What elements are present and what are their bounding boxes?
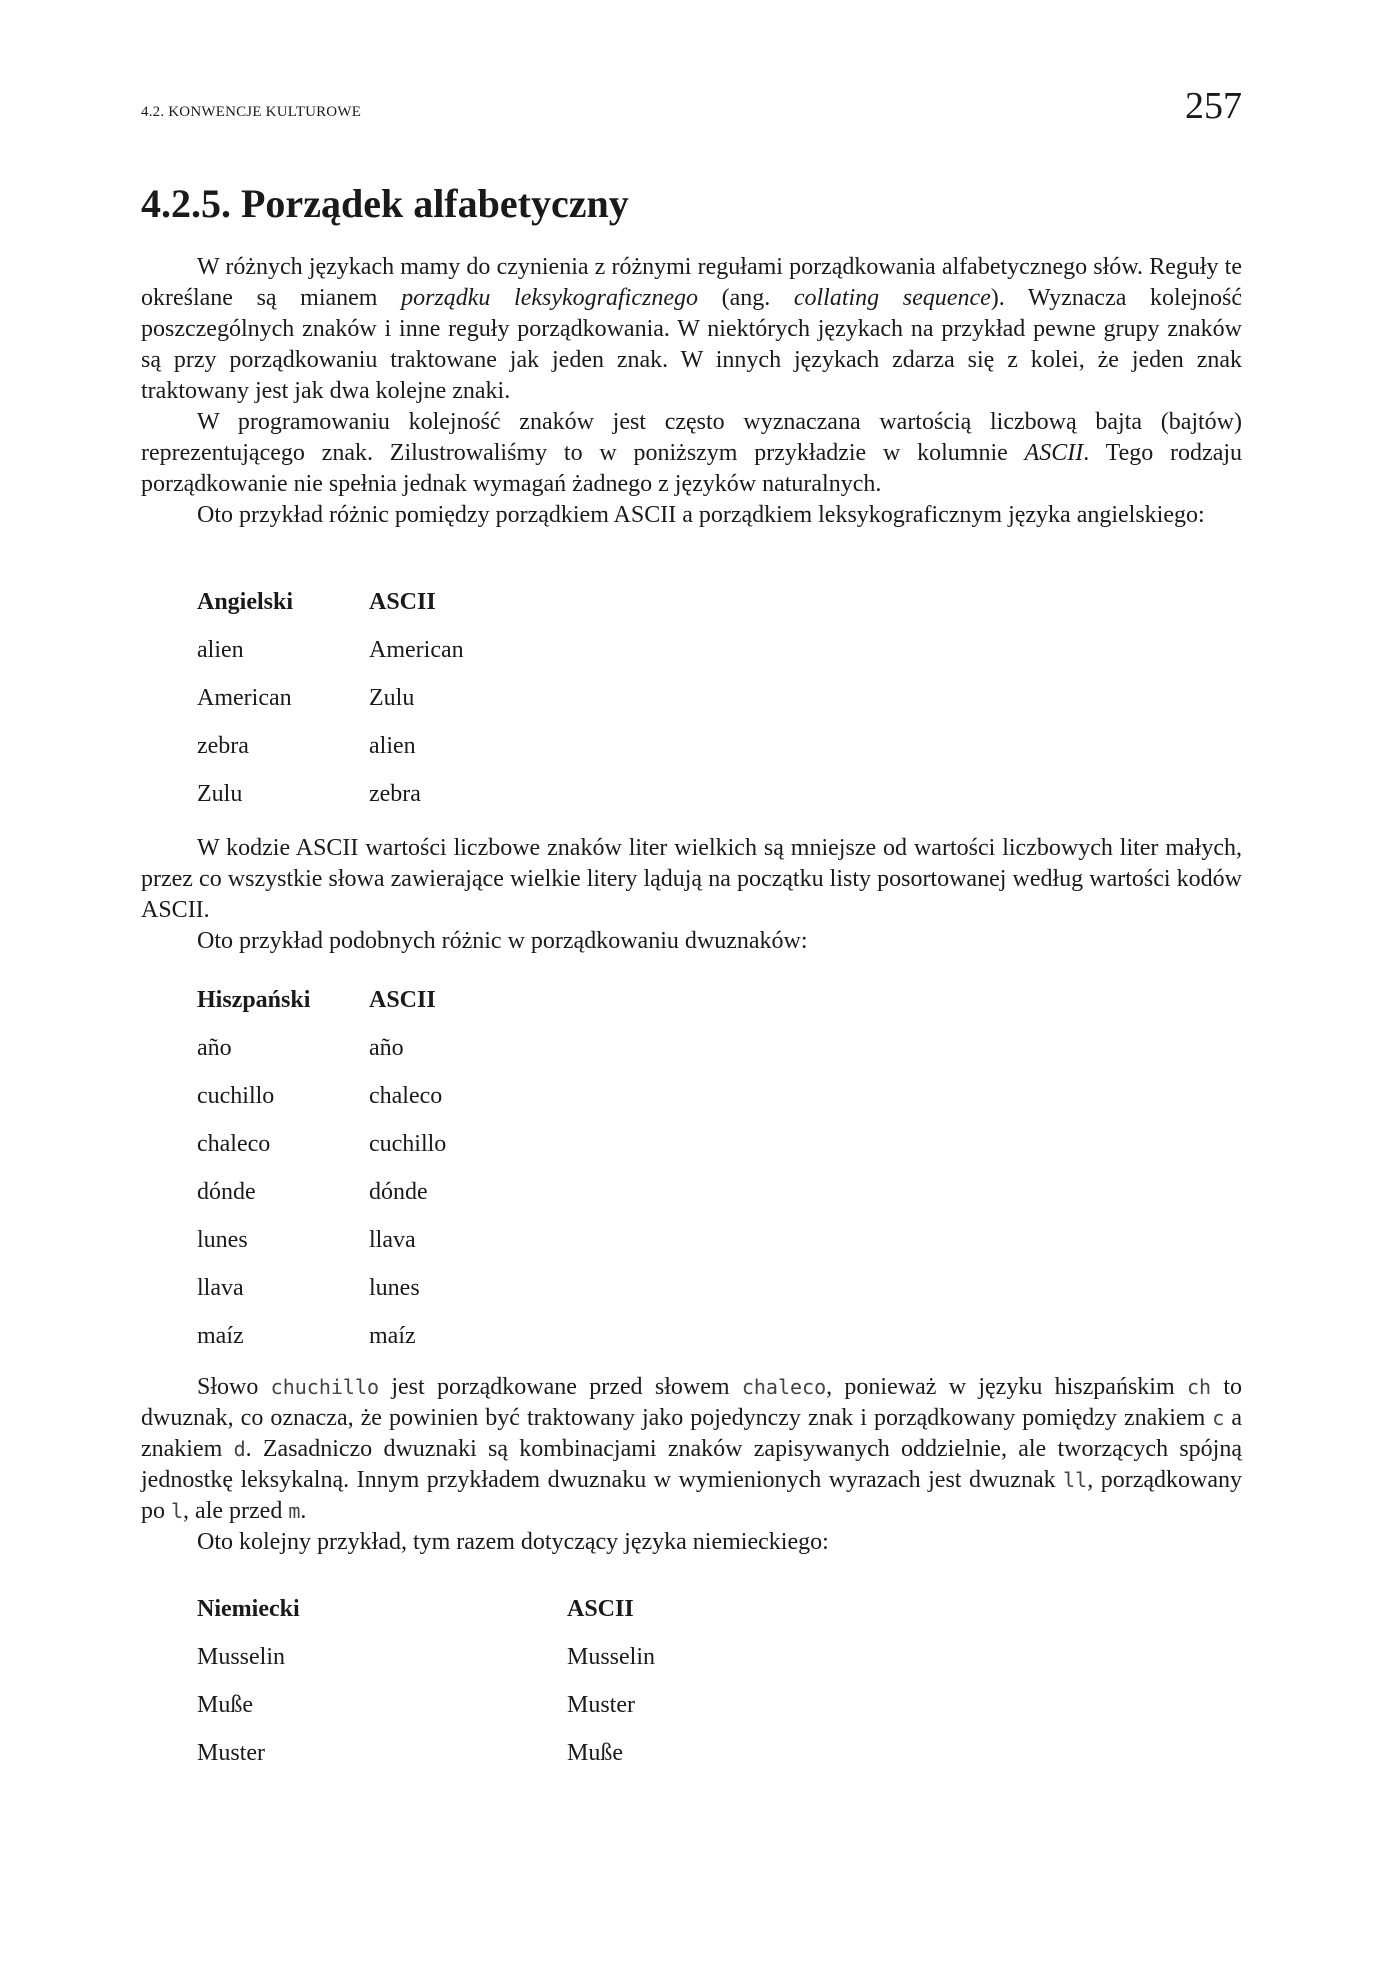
table-cell: chaleco	[197, 1130, 271, 1157]
table-cell: Zulu	[369, 684, 415, 711]
table-cell: dónde	[197, 1178, 256, 1205]
page-number: 257	[1185, 85, 1242, 127]
table-cell: maíz	[197, 1322, 244, 1349]
digraph-section	[141, 1372, 1242, 1558]
code-word: l	[171, 1499, 184, 1523]
table-cell: llava	[197, 1274, 244, 1301]
table-cell: Muster	[567, 1691, 635, 1718]
section-title: 4.2.5. Porządek alfabetyczny	[141, 181, 629, 226]
english-table	[197, 578, 464, 818]
table-row	[197, 722, 464, 770]
table-cell: zebra	[369, 780, 421, 807]
table-cell: Zulu	[197, 780, 243, 807]
code-word: d	[233, 1437, 246, 1461]
code-word: m	[288, 1499, 301, 1523]
column-header: ASCII	[567, 1595, 634, 1622]
table-row	[197, 1216, 446, 1264]
code-word: chuchillo	[270, 1375, 380, 1399]
term-collating: collating sequence	[793, 285, 991, 311]
table-cell: alien	[369, 732, 416, 759]
code-word: ll	[1063, 1468, 1088, 1492]
table-cell: Muße	[567, 1739, 623, 1766]
table-cell: cuchillo	[369, 1130, 447, 1157]
code-word: ch	[1186, 1375, 1212, 1399]
table-cell: zebra	[197, 732, 249, 759]
column-header: ASCII	[369, 986, 436, 1013]
table-cell: año	[197, 1034, 232, 1061]
table-row	[197, 1729, 655, 1777]
table-cell: cuchillo	[197, 1082, 275, 1109]
table-cell: año	[369, 1034, 404, 1061]
table-row	[197, 1633, 655, 1681]
table-header-row	[197, 1585, 655, 1633]
intro-paragraph-3: Oto przykład różnic pomiędzy porządkiem ASCII a porządkiem leksykograficznym języka angielskiego:	[197, 502, 1205, 528]
table-cell: American	[369, 636, 464, 663]
term-ascii: ASCII	[1024, 440, 1084, 466]
column-header: Hiszpański	[197, 986, 311, 1013]
column-header: Niemiecki	[197, 1595, 300, 1622]
table-row	[197, 626, 464, 674]
middle-section	[141, 833, 1242, 957]
table-header-row	[197, 578, 464, 626]
german-table	[197, 1585, 655, 1777]
intro-section	[141, 252, 1242, 531]
table-cell: Muster	[197, 1739, 265, 1766]
table-cell: dónde	[369, 1178, 428, 1205]
running-head: 4.2. KONWENCJE KULTUROWE	[141, 104, 362, 120]
table-cell: lunes	[369, 1274, 420, 1301]
code-word: c	[1212, 1406, 1225, 1430]
table-cell: Musselin	[567, 1643, 656, 1670]
table-cell: llava	[369, 1226, 416, 1253]
table-row	[197, 1072, 446, 1120]
table-cell: American	[197, 684, 292, 711]
digraph-paragraph-1: Słowo chuchillo jest porządkowane przed słowem chaleco, ponieważ w języku hiszpańskim ch to dwuznak, co oznacza, że powinien być traktowany jako pojedynczy znak i porządkowany pomiędzy znakiem c a znakiem d. Zasadniczo dwuznaki są kombinacjami znaków zapisywanych oddzielnie, ale tworzących spójną jednostkę leksykalną. Innym przykładem dwuznaku w wymienionych wyrazach jest dwuznak ll, porządkowany po l, ale przed m.	[141, 1374, 1243, 1524]
table-cell: Musselin	[197, 1643, 286, 1670]
table-cell: maíz	[369, 1322, 416, 1349]
code-word: chaleco	[741, 1375, 827, 1399]
table-row	[197, 1264, 446, 1312]
spanish-table	[197, 976, 446, 1360]
table-cell: lunes	[197, 1226, 248, 1253]
column-header: ASCII	[369, 588, 436, 615]
table-row	[197, 674, 464, 722]
table-cell: alien	[197, 636, 244, 663]
table-cell: Muße	[197, 1691, 253, 1718]
table-row	[197, 1312, 446, 1360]
digraph-paragraph-2: Oto kolejny przykład, tym razem dotyczący języka niemieckiego:	[197, 1529, 829, 1555]
intro-paragraph-1: W różnych językach mamy do czynienia z różnymi regułami porządkowania alfabetycznego słów. Reguły te określane są mianem porządku leksykograficznego (ang. collating sequence). Wyznacza kolejność poszczególnych znaków i inne reguły porządkowania. W niektórych językach na przykład pewne grupy znaków są przy porządkowaniu traktowane jak jeden znak. W innych językach zdarza się z kolei, że jeden znak traktowany jest jak dwa kolejne znaki.	[141, 254, 1242, 404]
middle-paragraph-1: W kodzie ASCII wartości liczbowe znaków liter wielkich są mniejsze od wartości liczbowych liter małych, przez co wszystkie słowa zawierające wielkie litery lądują na początku listy posortowanej według wartości kodów ASCII.	[141, 835, 1242, 923]
table-row	[197, 1168, 446, 1216]
table-row	[197, 770, 464, 818]
table-row	[197, 1120, 446, 1168]
middle-paragraph-2: Oto przykład podobnych różnic w porządkowaniu dwuznaków:	[197, 928, 808, 954]
column-header: Angielski	[197, 588, 294, 615]
intro-paragraph-2: W programowaniu kolejność znaków jest często wyznaczana wartością liczbową bajta (bajtów) reprezentującego znak. Zilustrowaliśmy to w poniższym przykładzie w kolumnie ASCII. Tego rodzaju porządkowanie nie spełnia jednak wymagań żadnego z języków naturalnych.	[141, 409, 1243, 497]
table-row	[197, 1024, 446, 1072]
table-header-row	[197, 976, 446, 1024]
table-cell: chaleco	[369, 1082, 443, 1109]
term-porzadek: porządku leksykograficznego	[401, 285, 698, 311]
table-row	[197, 1681, 655, 1729]
